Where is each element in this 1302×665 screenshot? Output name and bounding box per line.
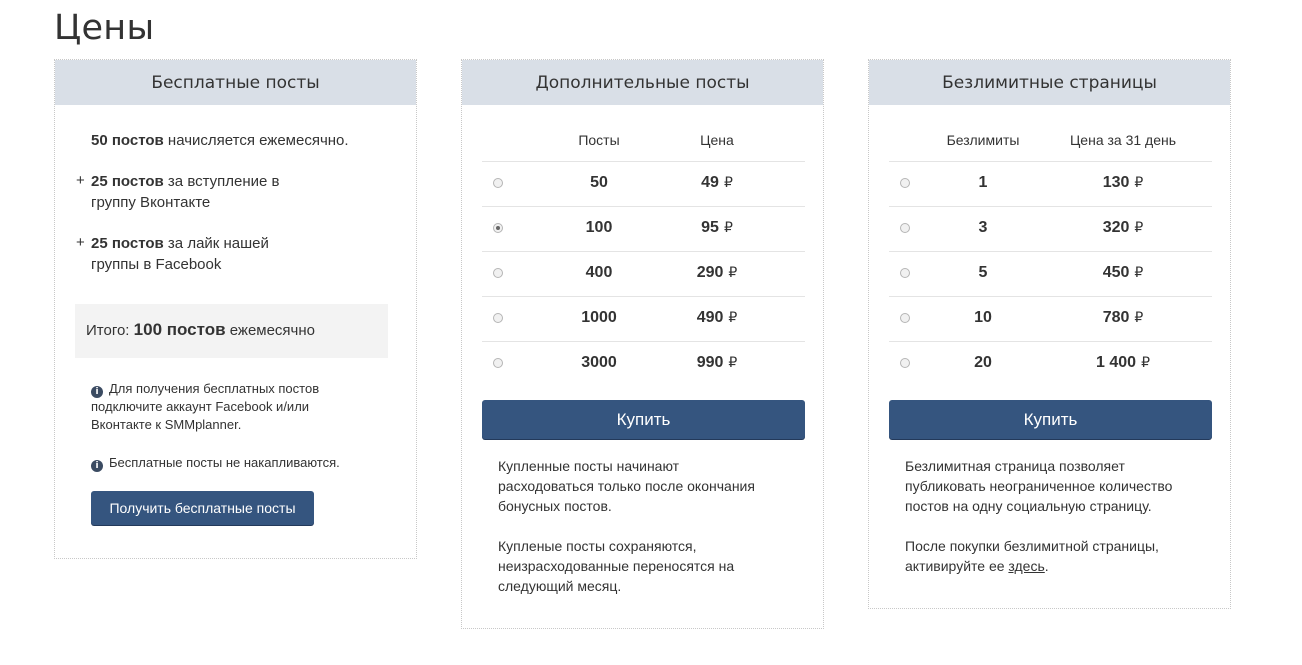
total-suffix: ежемесячно	[225, 322, 315, 339]
note1-line1: Для получения бесплатных постов	[109, 381, 320, 396]
posts-row[interactable]	[482, 342, 805, 386]
free-posts-note	[91, 380, 361, 434]
ruble-sign: ₽	[723, 219, 733, 235]
posts-description-1	[498, 456, 798, 516]
unlimited-description-1	[905, 456, 1205, 516]
price-period-column-header: Цена за 31 день	[1069, 132, 1177, 148]
unlimited-price-table	[889, 126, 1212, 386]
buy-unlimited-button[interactable]: Купить	[889, 400, 1212, 439]
total-count: 100 постов	[133, 320, 226, 339]
desc-line: Безлимитная страница позволяет	[905, 458, 1125, 474]
price-value: 490	[696, 309, 724, 326]
total-prefix: Итого:	[86, 322, 134, 339]
ruble-sign: ₽	[1134, 309, 1144, 325]
posts-column-header: Посты	[578, 132, 620, 148]
ruble-sign: ₽	[723, 174, 733, 190]
posts-quantity: 100	[585, 219, 613, 236]
posts-quantity: 400	[585, 264, 613, 281]
price-value: 990	[696, 354, 724, 371]
unlimited-pages-header: Безлимитные страницы	[869, 60, 1230, 105]
unlimited-column-header: Безлимиты	[946, 132, 1020, 148]
monthly-posts-text	[91, 130, 349, 151]
fb-bonus-label-2: группы в Facebook	[91, 256, 222, 273]
posts-price	[701, 219, 733, 237]
note1-line2: подключите аккаунт Facebook и/или	[91, 399, 310, 414]
posts-price	[697, 309, 738, 327]
price-column-header: Цена	[700, 132, 734, 148]
plus-sign: +	[76, 234, 85, 251]
posts-price-table	[482, 126, 805, 386]
unlimited-price	[1103, 309, 1144, 327]
posts-radio[interactable]	[493, 178, 503, 188]
desc-line: расходоваться только после окончания	[498, 478, 755, 494]
fb-bonus-text	[91, 233, 269, 275]
desc-line: постов на одну социальную страницу.	[905, 498, 1152, 514]
table-header	[482, 126, 805, 162]
info-icon: i	[91, 386, 103, 398]
unlimited-price	[1096, 354, 1150, 372]
vk-bonus-label-2: группу Вконтакте	[91, 194, 211, 211]
note2-text: Бесплатные посты не накапливаются.	[109, 455, 340, 470]
vk-bonus-count: 25 постов	[91, 173, 164, 190]
posts-quantity: 3000	[581, 354, 617, 371]
unlimited-price	[1103, 264, 1144, 282]
posts-row[interactable]	[482, 207, 805, 252]
buy-posts-button[interactable]: Купить	[482, 400, 805, 439]
posts-row[interactable]	[482, 252, 805, 297]
ruble-sign: ₽	[1134, 219, 1144, 235]
price-value: 290	[696, 264, 724, 281]
posts-radio[interactable]	[493, 313, 503, 323]
fb-bonus-count: 25 постов	[91, 235, 164, 252]
monthly-posts-label: начисляется ежемесячно.	[163, 132, 349, 149]
price-value: 95	[701, 219, 719, 236]
unlimited-row[interactable]	[889, 342, 1212, 386]
total-box	[75, 304, 388, 358]
posts-row[interactable]	[482, 162, 805, 207]
total-text	[86, 320, 315, 340]
unlimited-radio[interactable]	[900, 358, 910, 368]
table-header	[889, 126, 1212, 162]
plus-sign: +	[76, 172, 85, 189]
additional-posts-header: Дополнительные посты	[462, 60, 823, 105]
price-value: 130	[1102, 174, 1130, 191]
price-value: 780	[1102, 309, 1130, 326]
unlimited-row[interactable]	[889, 252, 1212, 297]
unlimited-row[interactable]	[889, 207, 1212, 252]
desc-line: публиковать неограниченное количество	[905, 478, 1173, 494]
ruble-sign: ₽	[728, 354, 738, 370]
posts-quantity: 1000	[581, 309, 617, 326]
posts-price	[697, 354, 738, 372]
additional-posts-card	[461, 59, 824, 629]
unlimited-quantity: 5	[978, 264, 988, 281]
unlimited-quantity: 3	[978, 219, 988, 236]
vk-bonus-label-1: за вступление в	[163, 173, 280, 190]
posts-row[interactable]	[482, 297, 805, 342]
posts-quantity: 50	[590, 174, 608, 191]
unlimited-row[interactable]	[889, 162, 1212, 207]
unlimited-row[interactable]	[889, 297, 1212, 342]
price-value: 450	[1102, 264, 1130, 281]
ruble-sign: ₽	[1141, 354, 1150, 370]
unlimited-radio[interactable]	[900, 178, 910, 188]
unlimited-price	[1103, 174, 1144, 192]
fb-bonus-label-1: за лайк нашей	[163, 235, 269, 252]
desc-line: Купленые посты сохраняются,	[498, 538, 697, 554]
posts-radio[interactable]	[493, 223, 503, 233]
desc-line: следующий месяц.	[498, 578, 622, 594]
free-posts-card	[54, 59, 417, 559]
ruble-sign: ₽	[728, 264, 738, 280]
page-title: Цены	[54, 8, 155, 48]
note1-line3: Вконтакте к SMMplanner.	[91, 417, 242, 432]
desc-line: неизрасходованные переносятся на	[498, 558, 735, 574]
posts-price	[697, 264, 738, 282]
desc-line: После покупки безлимитной страницы,	[905, 538, 1159, 554]
posts-radio[interactable]	[493, 268, 503, 278]
monthly-posts-count: 50 постов	[91, 132, 164, 149]
posts-price	[701, 174, 733, 192]
price-value: 49	[701, 174, 719, 191]
activate-here-link[interactable]: здесь	[1008, 558, 1045, 574]
ruble-sign: ₽	[1134, 264, 1144, 280]
desc-line: Купленные посты начинают	[498, 458, 680, 474]
unlimited-quantity: 1	[978, 174, 988, 191]
desc-line: бонусных постов.	[498, 498, 612, 514]
unlimited-price	[1103, 219, 1144, 237]
unlimited-description-2	[905, 536, 1205, 576]
unlimited-radio[interactable]	[900, 223, 910, 233]
no-accumulate-note	[91, 454, 361, 472]
unlimited-radio[interactable]	[900, 313, 910, 323]
vk-bonus-text	[91, 171, 280, 213]
free-posts-header: Бесплатные посты	[55, 60, 416, 105]
info-icon: i	[91, 460, 103, 472]
ruble-sign: ₽	[728, 309, 738, 325]
posts-description-2	[498, 536, 798, 596]
ruble-sign: ₽	[1134, 174, 1144, 190]
unlimited-radio[interactable]	[900, 268, 910, 278]
price-value: 1 400	[1096, 354, 1137, 371]
posts-radio[interactable]	[493, 358, 503, 368]
unlimited-pages-card	[868, 59, 1231, 609]
desc-line: активируйте ее	[905, 558, 1009, 574]
desc-punct: .	[1044, 558, 1049, 574]
get-free-posts-button[interactable]: Получить бесплатные посты	[91, 491, 314, 525]
price-value: 320	[1102, 219, 1130, 236]
unlimited-quantity: 10	[974, 309, 992, 326]
unlimited-quantity: 20	[974, 354, 992, 371]
